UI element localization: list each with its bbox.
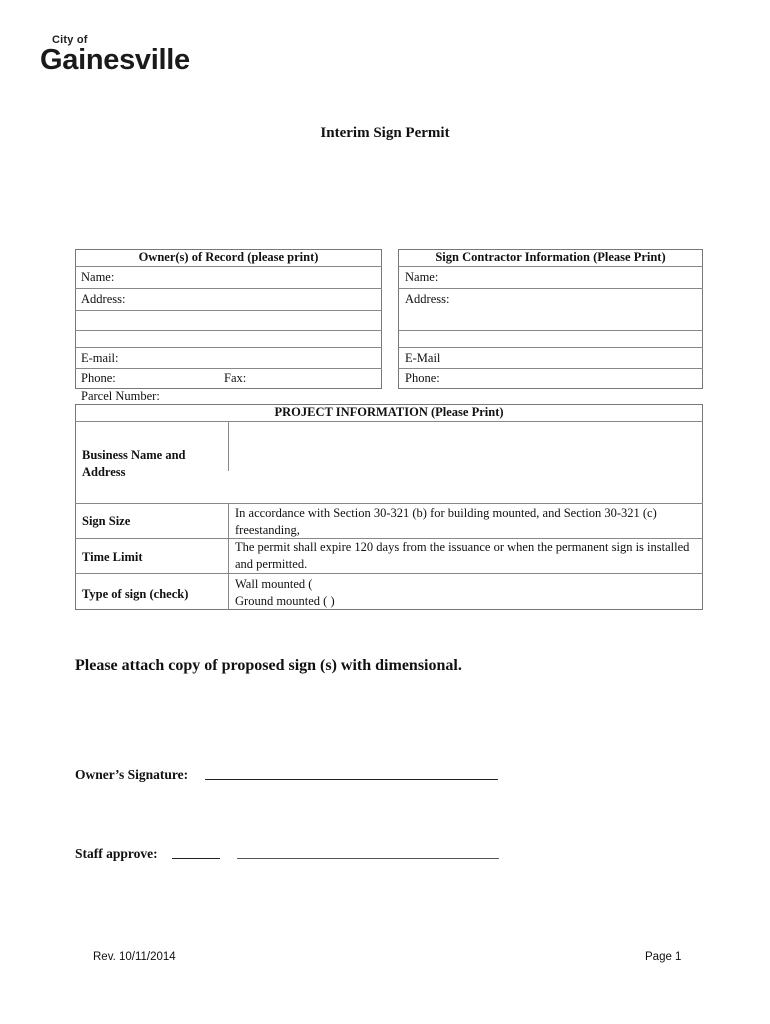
contractor-address-label: Address: xyxy=(405,292,450,306)
owner-name-label: Name: xyxy=(81,270,115,284)
owner-phone-label: Phone: xyxy=(81,371,116,385)
logo-city-of: City of xyxy=(52,34,88,46)
time-limit-label: Time Limit xyxy=(82,550,143,564)
contractor-phone-label: Phone: xyxy=(405,371,440,385)
owner-header: Owner(s) of Record (please print) xyxy=(138,250,319,264)
ground-mounted-option[interactable]: Ground mounted ( ) xyxy=(235,594,335,608)
attach-note: Please attach copy of proposed sign (s) with dimensional. xyxy=(75,657,462,674)
owner-email-label: E-mail: xyxy=(81,351,119,365)
sign-type-label: Type of sign (check) xyxy=(82,587,189,601)
owner-signature-line[interactable] xyxy=(205,779,498,780)
staff-approve-label: Staff approve: xyxy=(75,846,158,861)
page-number: Page 1 xyxy=(645,951,682,963)
owner-fax-label: Fax: xyxy=(224,371,247,385)
sign-size-text: In accordance with Section 30-321 (b) for building mounted, and Section 30-321 (c) freestanding, xyxy=(235,506,657,537)
project-header: PROJECT INFORMATION (Please Print) xyxy=(274,405,504,419)
contractor-email-label: E-Mail xyxy=(405,351,441,365)
parcel-number-label: Parcel Number: xyxy=(81,389,160,403)
owner-signature-label: Owner’s Signature: xyxy=(75,767,189,782)
logo-gainesville: Gainesville xyxy=(40,44,190,76)
sign-size-label: Sign Size xyxy=(82,514,131,528)
contractor-name-label: Name: xyxy=(405,270,439,284)
time-limit-text: The permit shall expire 120 days from the issuance or when the permanent sign is installed and permitted. xyxy=(235,540,690,571)
wall-mounted-option[interactable]: Wall mounted ( xyxy=(235,577,313,591)
page-title: Interim Sign Permit xyxy=(320,125,450,141)
revision-date: Rev. 10/11/2014 xyxy=(93,951,176,963)
staff-approve-line-1[interactable] xyxy=(172,858,220,859)
business-name-address-label: Business Name and Address xyxy=(82,448,186,479)
contractor-header: Sign Contractor Information (Please Print) xyxy=(435,250,666,264)
owner-address-label: Address: xyxy=(81,292,126,306)
staff-approve-line-2[interactable] xyxy=(237,858,499,859)
